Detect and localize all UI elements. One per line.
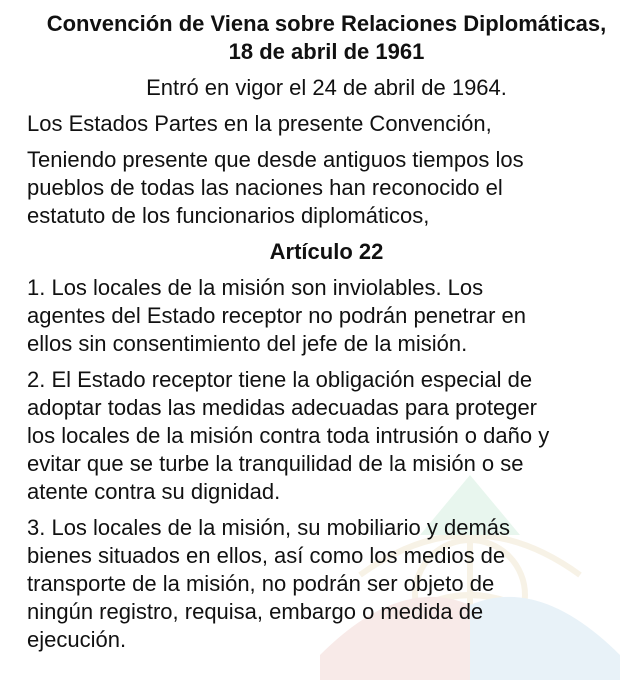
paragraph-line: transporte de la misión, no podrán ser objeto de [27,571,495,596]
entry-into-force: Entró en vigor el 24 de abril de 1964. [146,75,507,100]
parties-line: Los Estados Partes en la presente Convención, [27,111,492,136]
article-paragraph-2 [27,366,626,506]
paragraph-line: bienes situados en ellos, así como los medios de [27,543,506,568]
article-heading: Artículo 22 [269,239,384,264]
paragraph-line: 3. Los locales de la misión, su mobiliario y demás [27,515,511,540]
preamble-line: Teniendo presente que desde antiguos tiempos los [27,147,524,172]
preamble-line: estatuto de los funcionarios diplomáticos, [27,203,430,228]
title-line-1: Convención de Viena sobre Relaciones Diplomáticas, [46,11,607,36]
paragraph-line: 1. Los locales de la misión son inviolables. Los [27,275,484,300]
document-title [27,10,626,66]
preamble-paragraph [27,146,626,230]
paragraph-line: ejecución. [27,627,127,652]
paragraph-line: evitar que se turbe la tranquilidad de la misión o se [27,451,524,476]
paragraph-line: adoptar todas las medidas adecuadas para proteger [27,395,538,420]
paragraph-line: ellos sin consentimiento del jefe de la misión. [27,331,468,356]
paragraph-line: ningún registro, requisa, embargo o medida de [27,599,484,624]
article-paragraph-1 [27,274,626,358]
paragraph-line: atente contra su dignidad. [27,479,281,504]
title-line-2: 18 de abril de 1961 [228,39,425,64]
paragraph-line: 2. El Estado receptor tiene la obligación especial de [27,367,533,392]
paragraph-line: los locales de la misión contra toda intrusión o daño y [27,423,550,448]
preamble-line: pueblos de todas las naciones han reconocido el [27,175,503,200]
article-paragraph-3 [27,514,626,654]
paragraph-line: agentes del Estado receptor no podrán penetrar en [27,303,527,328]
